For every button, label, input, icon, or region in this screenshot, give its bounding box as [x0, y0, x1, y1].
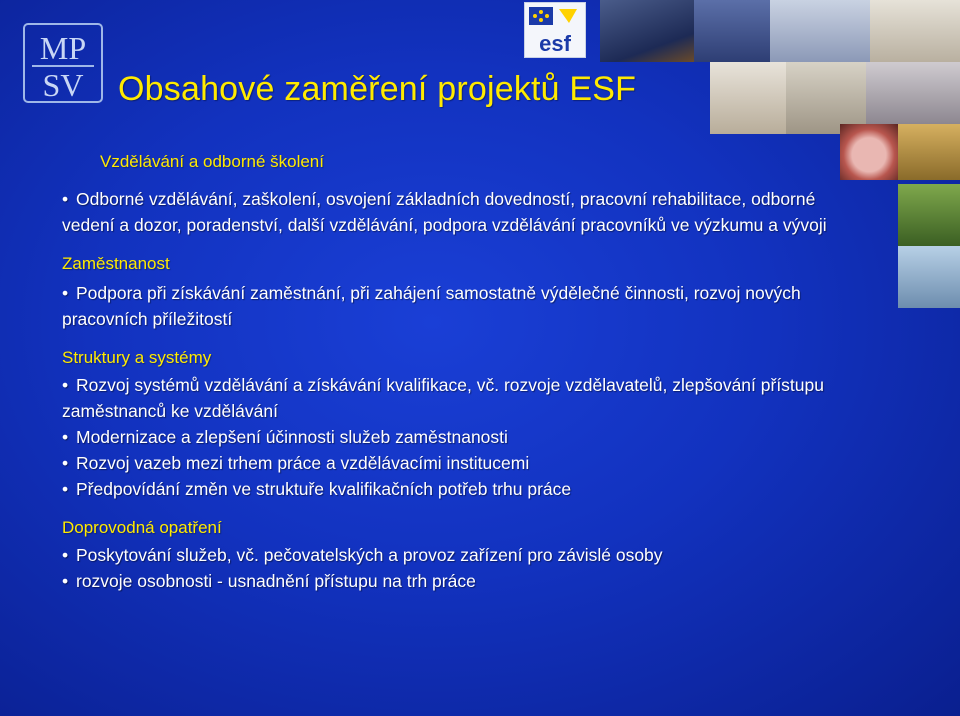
esf-text: esf [539, 31, 571, 56]
photo-city-night [600, 0, 694, 62]
photo-office [870, 0, 960, 62]
bullet-paragraph [62, 450, 862, 476]
bullet-text: Předpovídání změn ve struktuře kvalifikačních potřeb trhu práce [76, 479, 572, 499]
bullet-icon: • [62, 189, 69, 209]
section-structures [62, 348, 862, 502]
mpsv-line2: SV [42, 67, 84, 103]
section-heading: Vzdělávání a odborné školení [100, 152, 324, 171]
slide-title: Obsahové zaměření projektů ESF [118, 70, 637, 108]
esf-logo-icon [525, 3, 585, 57]
bullet-paragraph [62, 186, 862, 238]
photo-lab [710, 62, 786, 134]
section-support-measures [62, 518, 862, 594]
photo-castle [898, 124, 960, 180]
bullet-text: Rozvoj systémů vzdělávání a získávání kvalifikace, vč. rozvoje vzdělavatelů, zlepšování přístupu zaměstnanců ke vzdělávání [62, 375, 824, 421]
bullet-paragraph [62, 372, 862, 424]
mpsv-logo [22, 22, 104, 104]
photo-aerial [694, 0, 770, 62]
bullet-paragraph [62, 476, 862, 502]
bullet-paragraph [62, 568, 862, 594]
bullet-icon: • [62, 545, 69, 565]
bullet-icon: • [62, 479, 69, 499]
mpsv-logo-icon [22, 22, 104, 104]
photo-sky [898, 246, 960, 308]
bullet-text: Podpora při získávání zaměstnání, při zahájení samostatně výdělečné činnosti, rozvoj nových pracovních příležitostí [62, 283, 801, 329]
bullet-text: Odborné vzdělávání, zaškolení, osvojení základních dovedností, pracovní rehabilitace, odborné vedení a dozor, poradenství, další vzdělávání, podpora vzdělávání pracovníků ve výzkumu a vývoji [62, 189, 827, 235]
photo-computer [866, 62, 960, 124]
bullet-icon: • [62, 375, 69, 395]
bullet-paragraph [62, 542, 862, 568]
bullet-icon: • [62, 571, 69, 591]
bullet-icon: • [62, 283, 69, 303]
slide-content [62, 152, 862, 594]
section-employment [62, 254, 862, 332]
section-heading: Doprovodná opatření [62, 518, 222, 537]
esf-logo [524, 2, 586, 58]
mpsv-line1: MP [39, 30, 87, 66]
bullet-text: rozvoje osobnosti - usnadnění přístupu na trh práce [76, 571, 476, 591]
bullet-icon: • [62, 453, 69, 473]
section-heading: Struktury a systémy [62, 348, 212, 367]
bullet-paragraph [62, 280, 862, 332]
bullet-icon: • [62, 427, 69, 447]
photo-people [770, 0, 870, 62]
bullet-text: Rozvoj vazeb mezi trhem práce a vzdělávacími institucemi [76, 453, 530, 473]
photo-nature [898, 184, 960, 246]
section-education [62, 152, 862, 238]
bullet-text: Poskytování služeb, vč. pečovatelských a provoz zařízení pro závislé osoby [76, 545, 663, 565]
section-heading: Zaměstnanost [62, 254, 170, 273]
bullet-text: Modernizace a zlepšení účinnosti služeb zaměstnanosti [76, 427, 508, 447]
bullet-paragraph [62, 424, 862, 450]
